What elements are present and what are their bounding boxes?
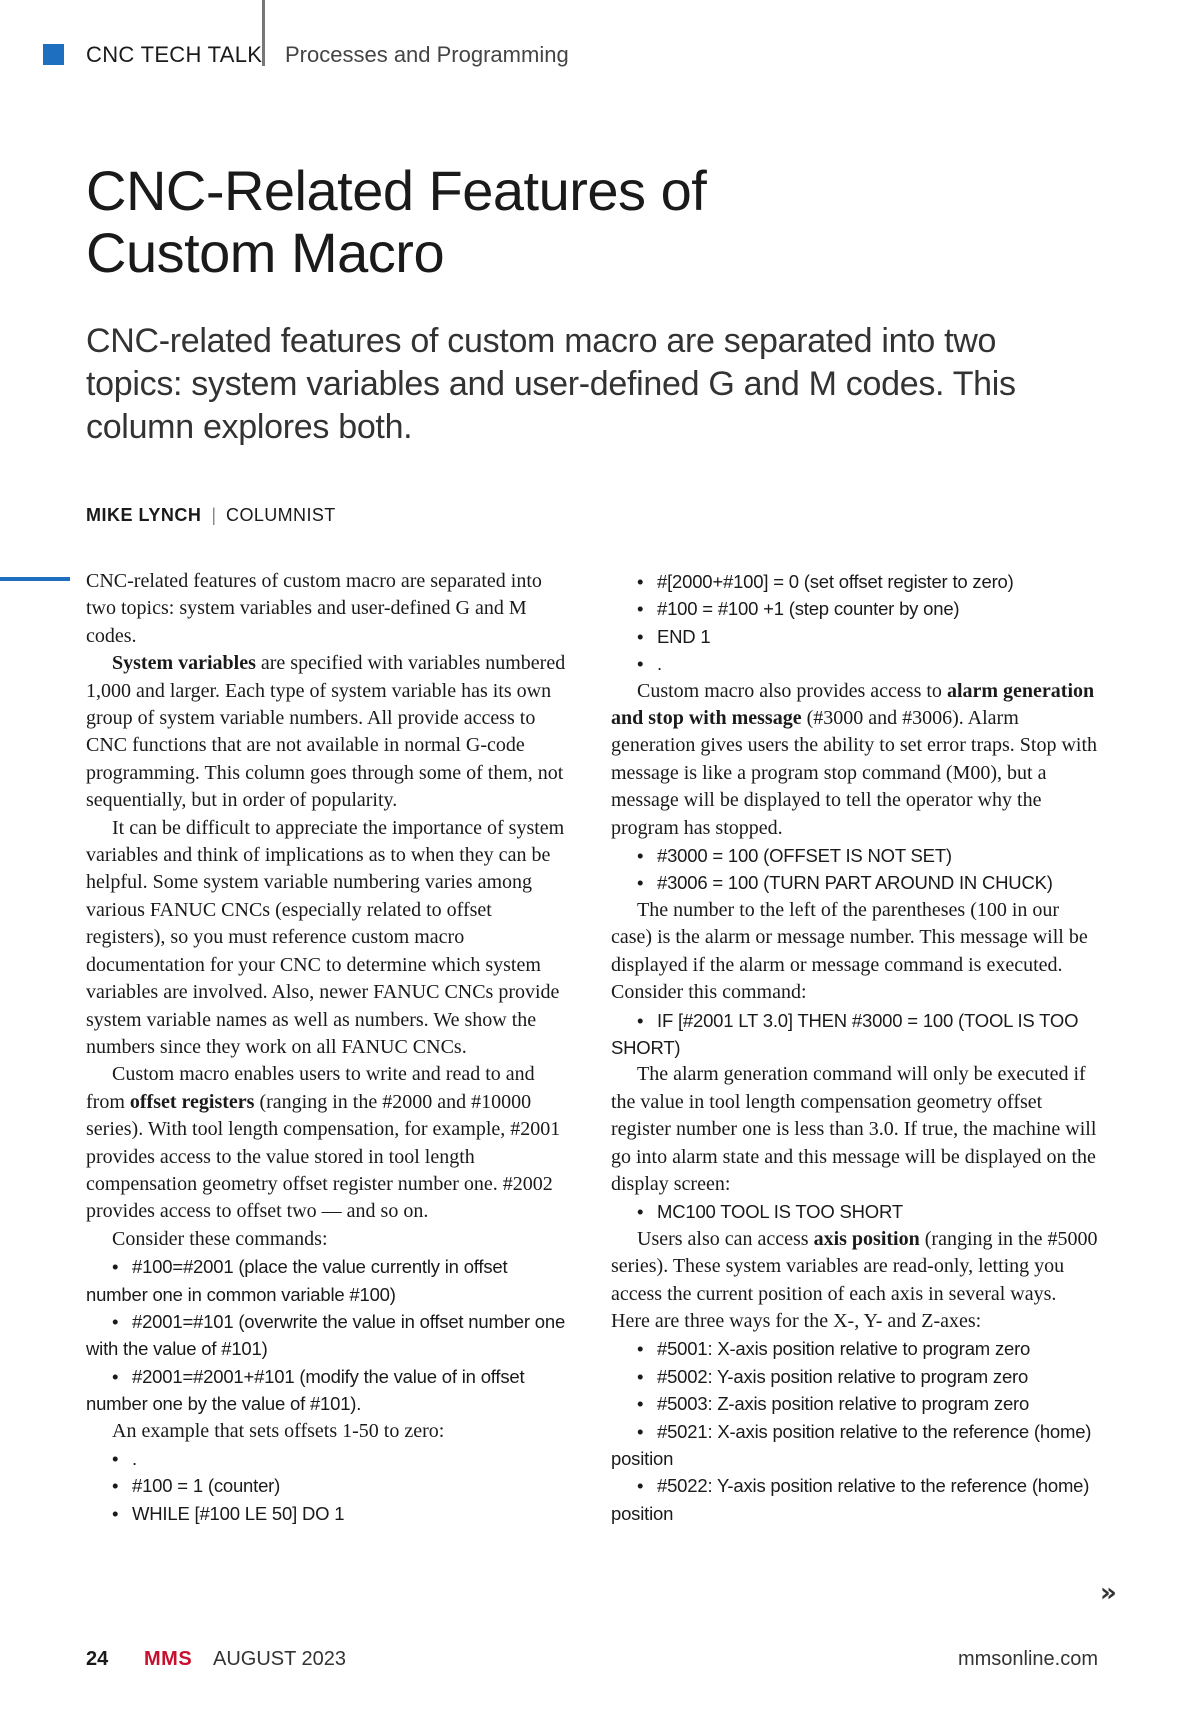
paragraph xyxy=(86,1061,571,1225)
list-item-text: . xyxy=(657,653,662,675)
article-deck: CNC-related features of custom macro are separated into two topics: system variables and user-defined G and M codes. This column explores both. xyxy=(86,322,1016,446)
list-item xyxy=(86,1253,571,1308)
list-item xyxy=(611,1390,1098,1417)
list-item xyxy=(611,623,1098,650)
bullet-icon: • xyxy=(637,571,644,592)
list-item-text: #100=#2001 (place the value currently in offset number one in common variable #100) xyxy=(86,1256,508,1305)
bold-term: alarm generation and stop with message xyxy=(611,679,1095,730)
paragraph: Consider these commands: xyxy=(112,1227,328,1250)
paragraph-text: (ranging in the #2000 and #10000 series). With tool length compensation, for example, #2001 provides access to the value stored in tool length compensation geometry offset register number one. #2002 provides access to offset two — and so on. xyxy=(86,1090,561,1223)
paragraph-text: Custom macro also provides access to xyxy=(637,679,947,702)
bullet-icon: • xyxy=(637,1201,644,1223)
bullet-icon: • xyxy=(637,872,644,894)
bullet-icon: • xyxy=(112,1365,119,1387)
paragraph: It can be difficult to appreciate the importance of system variables and think of implications as to when they can be helpful. Some system variable numbering varies among various FANUC CNCs (especially related to offset registers), so you must reference custom macro documentation for your CNC to determine which system variables are involved. Also, newer FANUC CNCs provide system variable names as well as numbers. We show the numbers since they work on all FANUC CNCs. xyxy=(86,816,565,1058)
bullet-icon: • xyxy=(637,598,644,620)
list-item-text: . xyxy=(132,1448,137,1469)
bullet-icon: • xyxy=(637,1365,644,1387)
article-title xyxy=(86,160,786,284)
bold-term: axis position xyxy=(813,1227,920,1250)
list-item-text: #5022: Y-axis position relative to the reference (home) position xyxy=(611,1475,1090,1524)
issue-date: AUGUST 2023 xyxy=(213,1648,347,1670)
paragraph: An example that sets offsets 1-50 to zero: xyxy=(112,1419,445,1442)
byline-separator: | xyxy=(211,505,217,525)
bullet-icon: • xyxy=(112,1310,119,1332)
paragraph xyxy=(611,1226,1098,1336)
list-item-text: #5002: Y-axis position relative to program zero xyxy=(657,1365,1029,1387)
list-item xyxy=(611,1418,1098,1473)
list-item xyxy=(611,1007,1098,1062)
accent-rule xyxy=(0,577,70,581)
bold-term: offset registers xyxy=(129,1090,255,1113)
bullet-icon: • xyxy=(637,1009,644,1031)
paragraph xyxy=(611,678,1098,842)
list-item-text: #[2000+#100] = 0 (set offset register to zero) xyxy=(657,571,1014,592)
list-item-text: #5001: X-axis position relative to program zero xyxy=(657,1338,1031,1360)
list-item-text: #100 = #100 +1 (step counter by one) xyxy=(657,598,960,620)
paragraph xyxy=(86,650,571,814)
byline xyxy=(86,505,336,526)
right-column xyxy=(611,568,1098,1527)
list-item-text: #5003: Z-axis position relative to program zero xyxy=(657,1393,1030,1415)
list-item xyxy=(611,1472,1098,1527)
paragraph: CNC-related features of custom macro are separated into two topics: system variables and user-defined G and M codes. xyxy=(86,570,542,647)
page-number: 24 xyxy=(86,1648,109,1670)
bullet-icon: • xyxy=(637,625,644,647)
author-role: COLUMNIST xyxy=(226,505,336,525)
bold-term: System variables xyxy=(112,652,256,675)
list-item xyxy=(611,842,1098,869)
list-item-text: #2001=#101 (overwrite the value in offset number one with the value of #101) xyxy=(86,1310,566,1360)
bullet-icon: • xyxy=(637,1338,644,1360)
page-header xyxy=(0,0,1200,110)
page-footer xyxy=(0,1648,1200,1688)
list-item xyxy=(86,1472,571,1499)
header-divider xyxy=(262,0,265,66)
list-item-text: #5021: X-axis position relative to the reference (home) position xyxy=(611,1420,1092,1469)
author-name: MIKE LYNCH xyxy=(86,505,202,525)
bullet-icon: • xyxy=(112,1256,119,1278)
list-item xyxy=(611,1335,1098,1362)
paragraph: The alarm generation command will only be executed if the value in tool length compensation geometry offset register number one is less than 3.0. If true, the machine will go into alarm state and this message will be displayed on the display screen: xyxy=(611,1063,1097,1195)
list-item-text: #3000 = 100 (OFFSET IS NOT SET) xyxy=(657,845,952,867)
paragraph-text: Users also can access xyxy=(637,1227,814,1250)
list-item xyxy=(611,568,1098,595)
list-item-text: END 1 xyxy=(657,625,711,647)
bullet-icon: • xyxy=(637,845,644,867)
list-item xyxy=(611,1198,1098,1225)
list-item xyxy=(86,1308,571,1363)
title-line-2: Custom Macro xyxy=(86,221,445,284)
bullet-icon: • xyxy=(112,1502,119,1524)
list-item xyxy=(611,1363,1098,1390)
list-item xyxy=(611,650,1098,677)
bullet-icon: • xyxy=(112,1448,119,1469)
bullet-icon: • xyxy=(637,1475,644,1497)
bullet-icon: • xyxy=(112,1475,119,1497)
section-label: CNC TECH TALK xyxy=(86,42,263,67)
list-item xyxy=(86,1445,571,1472)
section-marker-square xyxy=(43,44,64,65)
list-item-text: WHILE [#100 LE 50] DO 1 xyxy=(132,1502,345,1524)
list-item-text: #2001=#2001+#101 (modify the value of in offset number one by the value of #101). xyxy=(86,1365,525,1415)
paragraph-text: (ranging in the #5000 series). These system variables are read-only, letting you access the current position of each axis in several ways. Here are three ways for the X-, Y- and Z-axes: xyxy=(611,1227,1098,1332)
topic-label: Processes and Programming xyxy=(285,42,569,67)
paragraph: The number to the left of the parentheses (100 in our case) is the alarm or message number. This message will be displayed if the alarm or message command is executed. Consider this command: xyxy=(611,898,1088,1004)
list-item-text: IF [#2001 LT 3.0] THEN #3000 = 100 (TOOL IS TOO SHORT) xyxy=(611,1009,1079,1058)
website-url: mmsonline.com xyxy=(957,1648,1098,1670)
bullet-icon: • xyxy=(637,1393,644,1415)
list-item-text: #3006 = 100 (TURN PART AROUND IN CHUCK) xyxy=(657,872,1053,894)
list-item-text: #100 = 1 (counter) xyxy=(132,1475,281,1497)
bullet-icon: • xyxy=(637,1420,644,1442)
paragraph-text: Custom macro enables users to write and read to and from xyxy=(86,1063,535,1113)
left-column xyxy=(86,568,571,1527)
list-item xyxy=(86,1500,571,1527)
continued-arrow-icon: » xyxy=(1100,1578,1117,1608)
list-item xyxy=(86,1363,571,1418)
paragraph-text: (#3000 and #3006). Alarm generation gives users the ability to set error traps. Stop with message is like a program stop command (M00), but a message will be displayed to tell the operator why the program has stopped. xyxy=(611,707,1098,839)
paragraph-text: are specified with variables numbered 1,000 and larger. Each type of system variable has its own group of system variable numbers. All provide access to CNC functions that are not available in normal G-code programming. This column goes through some of them, not sequentially, but in order of popularity. xyxy=(86,652,566,812)
list-item xyxy=(611,595,1098,622)
list-item-text: MC100 TOOL IS TOO SHORT xyxy=(657,1201,903,1223)
list-item xyxy=(611,869,1098,896)
bullet-icon: • xyxy=(637,653,644,675)
publication-logo: MMS xyxy=(144,1648,193,1670)
title-line-1: CNC-Related Features of xyxy=(86,159,707,222)
